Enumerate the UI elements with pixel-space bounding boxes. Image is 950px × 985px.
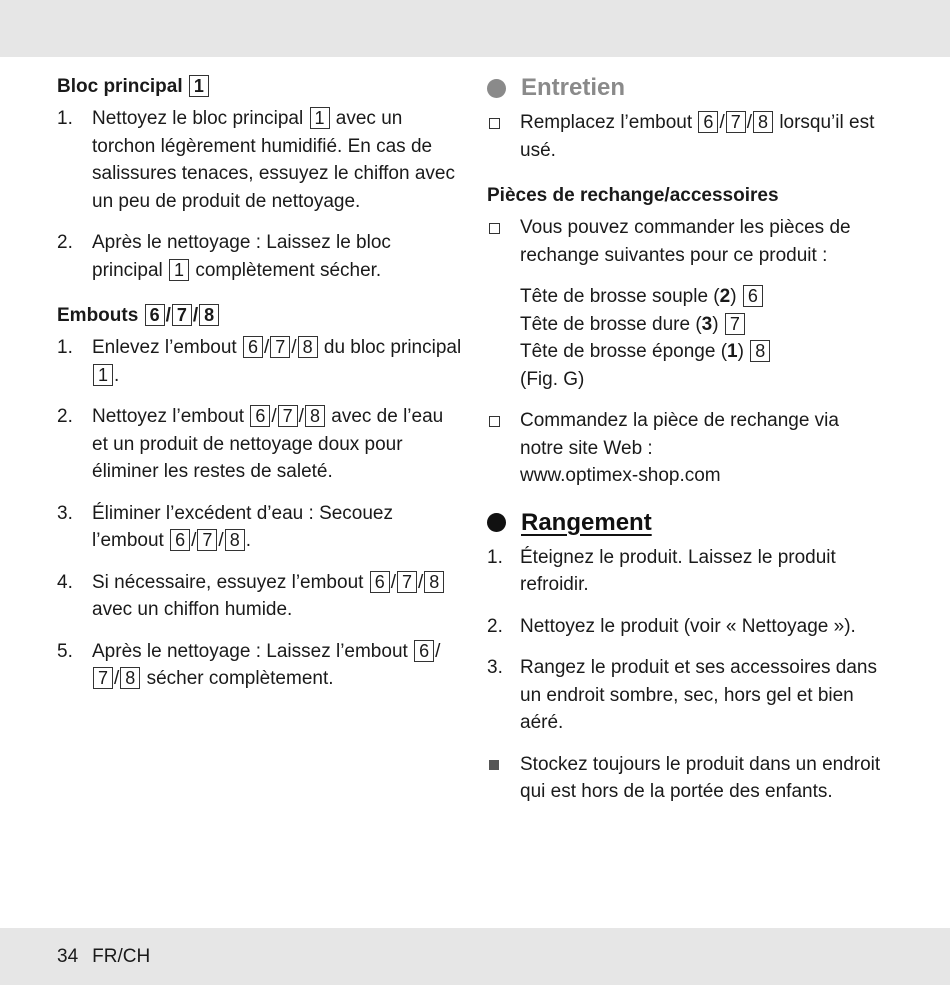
- top-band: [0, 0, 950, 57]
- list-item: 2. Après le nettoyage : Laissez le bloc principal 1 complètement sécher.: [57, 232, 391, 281]
- embouts-heading: Embouts 6 / 7 / 8: [57, 302, 462, 330]
- list-item: 2. Nettoyez le produit (voir « Nettoyage »).: [487, 615, 856, 637]
- ref-box: 1: [310, 107, 330, 129]
- list-item: Vous pouvez commander les pièces de rechange suivantes pour ce produit :: [487, 214, 887, 269]
- right-column: [487, 73, 887, 820]
- list-item: 1. Nettoyez le bloc principal 1 avec un torchon légèrement humidifié. En cas de salissures tenaces, essuyez le chiffon avec un peu de produit de nettoyage.: [57, 108, 455, 212]
- bullet-dot-icon: [487, 513, 506, 532]
- filled-square-icon: [489, 760, 499, 770]
- list-item: 1. Éteignez le produit. Laissez le produit refroidir.: [487, 546, 836, 595]
- list-item: 3. Éliminer l’excédent d’eau : Secouez l’embout 6 / 7 / 8 .: [57, 502, 394, 551]
- list-item: 2. Nettoyez l’embout 6 / 7 / 8 avec de l’eau et un produit de nettoyage doux pour éliminer les restes de saleté.: [57, 406, 444, 482]
- list-item: Commandez la pièce de rechange via notre site Web : www.optimex-shop.com: [487, 407, 887, 490]
- bullet-dot-icon: [487, 79, 506, 98]
- warning-note: Stockez toujours le produit dans un endroit qui est hors de la portée des enfants.: [487, 751, 887, 806]
- list-item: 4. Si nécessaire, essuyez l’embout 6 / 7 / 8 avec un chiffon humide.: [57, 569, 462, 624]
- left-column: [57, 73, 462, 707]
- page-footer: [57, 943, 164, 970]
- bloc-principal-heading: Bloc principal 1: [57, 73, 462, 101]
- language-code: FR/CH: [92, 946, 151, 967]
- part-line: Tête de brosse dure (3) 7: [520, 311, 887, 339]
- open-square-icon: [489, 416, 500, 427]
- entretien-title: Entretien: [487, 73, 887, 103]
- parts-list: [520, 283, 887, 393]
- list-item: 3. Rangez le produit et ses accessoires dans un endroit sombre, sec, hors gel et bien aéré.: [487, 657, 877, 733]
- part-line: Tête de brosse éponge (1) 8: [520, 338, 887, 366]
- rangement-title: Rangement: [487, 508, 887, 538]
- list-item: 1. Enlevez l’embout 6 / 7 / 8 du bloc principal 1 .: [57, 337, 462, 386]
- list-item: 5. Après le nettoyage : Laissez l’embout 6 /7 / 8 sécher complètement.: [57, 640, 441, 689]
- ref-box: 1: [169, 259, 189, 281]
- pieces-heading: Pièces de rechange/accessoires: [487, 185, 779, 206]
- open-square-icon: [489, 118, 500, 129]
- website-link[interactable]: www.optimex-shop.com: [520, 465, 721, 486]
- page-number: 34: [57, 946, 79, 967]
- part-line: Tête de brosse souple (2) 6: [520, 283, 887, 311]
- open-square-icon: [489, 223, 500, 234]
- fig-ref: (Fig. G): [520, 368, 585, 390]
- list-item: Remplacez l’embout 6 / 7 / 8 lorsqu’il est usé.: [487, 109, 887, 164]
- ref-box: 1: [189, 75, 209, 97]
